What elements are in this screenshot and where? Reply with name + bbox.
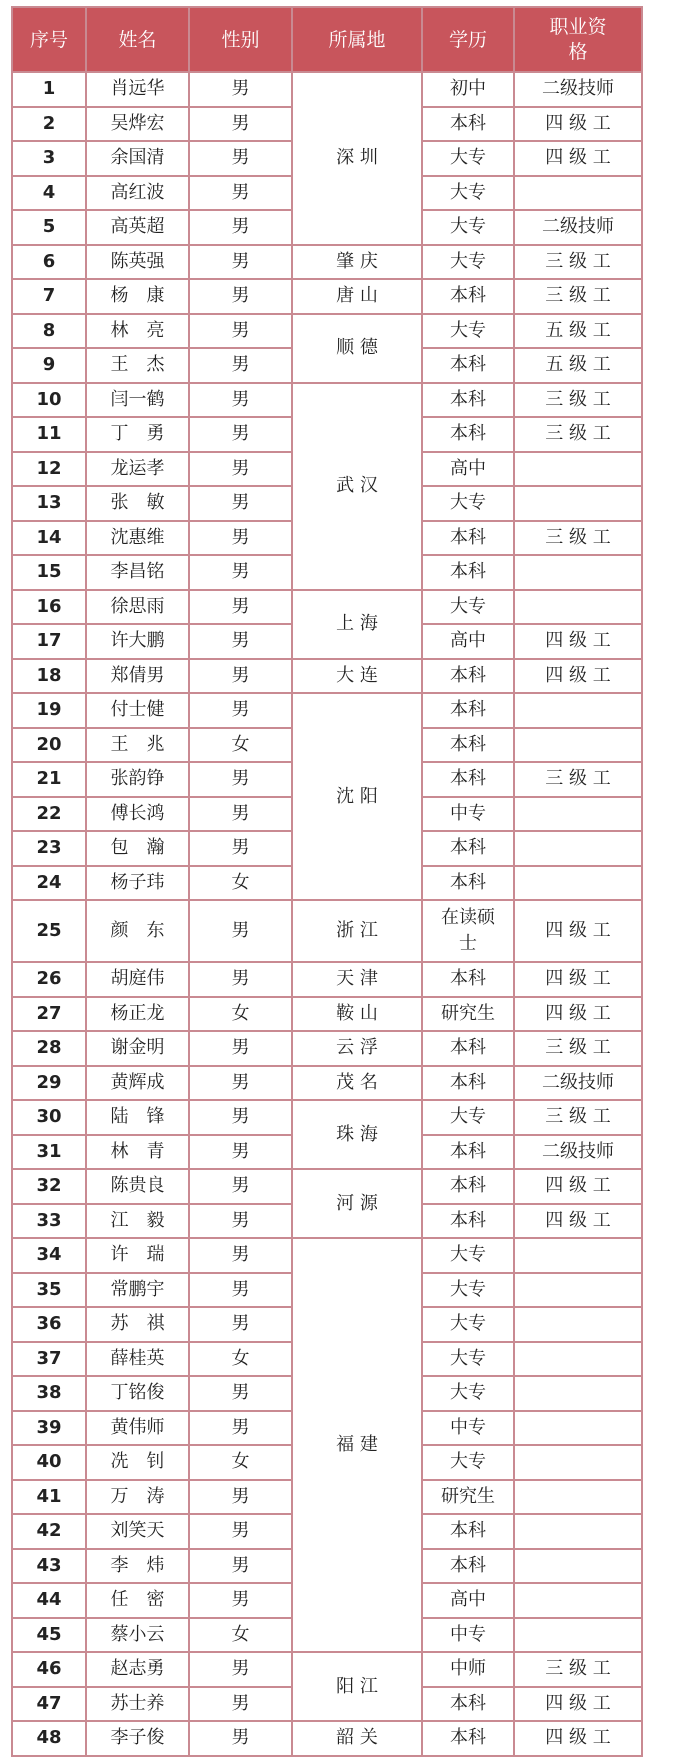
- cell-no: 22: [12, 797, 86, 832]
- cell-education: 中专: [422, 1411, 514, 1446]
- cell-education: 本科: [422, 762, 514, 797]
- cell-education: 本科: [422, 659, 514, 694]
- cell-education: 本科: [422, 348, 514, 383]
- cell-no: 16: [12, 590, 86, 625]
- table-row: [12, 245, 642, 280]
- cell-gender: 男: [189, 1066, 292, 1101]
- cell-gender: 男: [189, 762, 292, 797]
- cell-qualification: 五 级 工: [514, 348, 642, 383]
- cell-place: 云 浮: [292, 1031, 422, 1066]
- cell-education-text: 在读硕士: [441, 907, 495, 954]
- cell-qualification: 三 级 工: [514, 279, 642, 314]
- table-row: [12, 314, 642, 349]
- cell-no: 6: [12, 245, 86, 280]
- cell-gender: 男: [189, 624, 292, 659]
- cell-qualification: 四 级 工: [514, 141, 642, 176]
- cell-no: 4: [12, 176, 86, 211]
- cell-place: 鞍 山: [292, 997, 422, 1032]
- table-body: [12, 72, 642, 1756]
- cell-qualification: [514, 1618, 642, 1653]
- cell-education: 大专: [422, 1238, 514, 1273]
- cell-qualification: 四 级 工: [514, 1687, 642, 1722]
- cell-gender: 男: [189, 831, 292, 866]
- cell-gender: 男: [189, 1652, 292, 1687]
- cell-place: 肇 庆: [292, 245, 422, 280]
- table-row: [12, 279, 642, 314]
- cell-no: 38: [12, 1376, 86, 1411]
- table-row: [12, 962, 642, 997]
- cell-no: 1: [12, 72, 86, 107]
- cell-no: 2: [12, 107, 86, 142]
- header-no: 序号: [12, 7, 86, 72]
- cell-education: 大专: [422, 1307, 514, 1342]
- cell-place: 天 津: [292, 962, 422, 997]
- cell-education: 高中: [422, 452, 514, 487]
- cell-education: 本科: [422, 962, 514, 997]
- table-row: [12, 1721, 642, 1756]
- cell-name: 余国清: [86, 141, 189, 176]
- cell-gender: 男: [189, 314, 292, 349]
- cell-gender: 男: [189, 1514, 292, 1549]
- cell-qualification: 三 级 工: [514, 762, 642, 797]
- cell-education: 本科: [422, 831, 514, 866]
- cell-no: 42: [12, 1514, 86, 1549]
- cell-no: 17: [12, 624, 86, 659]
- cell-no: 7: [12, 279, 86, 314]
- member-table-container: [11, 6, 643, 1757]
- cell-name: 张 敏: [86, 486, 189, 521]
- cell-education: 大专: [422, 245, 514, 280]
- cell-name: 高红波: [86, 176, 189, 211]
- cell-place: 上 海: [292, 590, 422, 659]
- cell-qualification: [514, 1342, 642, 1377]
- cell-education: 大专: [422, 486, 514, 521]
- cell-place: 珠 海: [292, 1100, 422, 1169]
- cell-gender: 男: [189, 962, 292, 997]
- cell-education: 大专: [422, 314, 514, 349]
- cell-education: 大专: [422, 141, 514, 176]
- cell-gender: 男: [189, 1135, 292, 1170]
- cell-place: 大 连: [292, 659, 422, 694]
- cell-education: 大专: [422, 1445, 514, 1480]
- cell-gender: 男: [189, 797, 292, 832]
- cell-place: 福 建: [292, 1238, 422, 1652]
- cell-gender: 男: [189, 245, 292, 280]
- cell-gender: 男: [189, 1549, 292, 1584]
- cell-qualification: 三 级 工: [514, 245, 642, 280]
- cell-name: 杨子玮: [86, 866, 189, 901]
- cell-gender: 女: [189, 1618, 292, 1653]
- cell-name: 沈惠维: [86, 521, 189, 556]
- cell-qualification: 四 级 工: [514, 107, 642, 142]
- cell-education: 本科: [422, 1204, 514, 1239]
- cell-gender: 女: [189, 1342, 292, 1377]
- cell-gender: 男: [189, 900, 292, 962]
- cell-education: 中专: [422, 797, 514, 832]
- cell-education: 研究生: [422, 997, 514, 1032]
- cell-gender: 女: [189, 866, 292, 901]
- cell-no: 33: [12, 1204, 86, 1239]
- cell-no: 40: [12, 1445, 86, 1480]
- cell-education: 高中: [422, 1583, 514, 1618]
- cell-no: 48: [12, 1721, 86, 1756]
- table-header-row: [12, 7, 642, 72]
- cell-qualification: 三 级 工: [514, 1031, 642, 1066]
- cell-qualification: [514, 693, 642, 728]
- table-row: [12, 1238, 642, 1273]
- cell-qualification: 四 级 工: [514, 624, 642, 659]
- cell-education: 本科: [422, 1031, 514, 1066]
- cell-qualification: [514, 1445, 642, 1480]
- cell-place: 韶 关: [292, 1721, 422, 1756]
- table-row: [12, 693, 642, 728]
- cell-qualification: [514, 1549, 642, 1584]
- cell-education: 大专: [422, 1273, 514, 1308]
- cell-name: 薛桂英: [86, 1342, 189, 1377]
- cell-education: 本科: [422, 279, 514, 314]
- cell-education: 初中: [422, 72, 514, 107]
- cell-gender: 男: [189, 659, 292, 694]
- table-row: [12, 72, 642, 107]
- cell-gender: 男: [189, 1480, 292, 1515]
- cell-no: 10: [12, 383, 86, 418]
- cell-qualification: [514, 1583, 642, 1618]
- cell-gender: 男: [189, 1411, 292, 1446]
- cell-name: 闫一鹤: [86, 383, 189, 418]
- cell-name: 许 瑞: [86, 1238, 189, 1273]
- cell-no: 9: [12, 348, 86, 383]
- cell-name: 冼 钊: [86, 1445, 189, 1480]
- cell-qualification: 四 级 工: [514, 997, 642, 1032]
- cell-name: 李 炜: [86, 1549, 189, 1584]
- cell-no: 24: [12, 866, 86, 901]
- cell-education: [422, 900, 514, 962]
- cell-name: 蔡小云: [86, 1618, 189, 1653]
- cell-name: 黄辉成: [86, 1066, 189, 1101]
- table-row: [12, 383, 642, 418]
- cell-education: 本科: [422, 1135, 514, 1170]
- cell-qualification: 四 级 工: [514, 962, 642, 997]
- cell-name: 李子俊: [86, 1721, 189, 1756]
- cell-qualification: [514, 1238, 642, 1273]
- cell-name: 付士健: [86, 693, 189, 728]
- member-table: [11, 6, 643, 1757]
- cell-gender: 男: [189, 1307, 292, 1342]
- cell-education: 本科: [422, 728, 514, 763]
- cell-no: 37: [12, 1342, 86, 1377]
- cell-no: 13: [12, 486, 86, 521]
- cell-name: 李昌铭: [86, 555, 189, 590]
- cell-name: 万 涛: [86, 1480, 189, 1515]
- cell-name: 林 亮: [86, 314, 189, 349]
- cell-qualification: 四 级 工: [514, 1721, 642, 1756]
- cell-education: 本科: [422, 555, 514, 590]
- cell-no: 21: [12, 762, 86, 797]
- cell-name: 丁铭俊: [86, 1376, 189, 1411]
- cell-gender: 男: [189, 452, 292, 487]
- cell-qualification: [514, 797, 642, 832]
- table-row: [12, 997, 642, 1032]
- cell-gender: 男: [189, 279, 292, 314]
- cell-education: 大专: [422, 176, 514, 211]
- cell-no: 32: [12, 1169, 86, 1204]
- cell-place: 唐 山: [292, 279, 422, 314]
- cell-qualification: 三 级 工: [514, 417, 642, 452]
- cell-name: 龙运孝: [86, 452, 189, 487]
- cell-name: 王 兆: [86, 728, 189, 763]
- cell-qualification: [514, 1480, 642, 1515]
- cell-no: 41: [12, 1480, 86, 1515]
- cell-qualification: [514, 452, 642, 487]
- cell-no: 47: [12, 1687, 86, 1722]
- cell-no: 20: [12, 728, 86, 763]
- cell-name: 谢金明: [86, 1031, 189, 1066]
- cell-gender: 男: [189, 555, 292, 590]
- header-qualification-label: 职业资格: [549, 15, 607, 63]
- cell-name: 陆 锋: [86, 1100, 189, 1135]
- cell-name: 丁 勇: [86, 417, 189, 452]
- cell-gender: 男: [189, 1031, 292, 1066]
- cell-gender: 男: [189, 417, 292, 452]
- cell-no: 18: [12, 659, 86, 694]
- header-name: 姓名: [86, 7, 189, 72]
- cell-name: 傅长鸿: [86, 797, 189, 832]
- cell-place: 浙 江: [292, 900, 422, 962]
- cell-name: 徐思雨: [86, 590, 189, 625]
- cell-education: 本科: [422, 107, 514, 142]
- cell-education: 中专: [422, 1618, 514, 1653]
- cell-gender: 男: [189, 1238, 292, 1273]
- cell-education: 本科: [422, 693, 514, 728]
- cell-no: 39: [12, 1411, 86, 1446]
- cell-name: 赵志勇: [86, 1652, 189, 1687]
- cell-gender: 男: [189, 521, 292, 556]
- cell-name: 林 青: [86, 1135, 189, 1170]
- cell-education: 本科: [422, 521, 514, 556]
- cell-education: 本科: [422, 1169, 514, 1204]
- cell-qualification: [514, 1307, 642, 1342]
- cell-gender: 男: [189, 590, 292, 625]
- cell-qualification: [514, 555, 642, 590]
- cell-qualification: [514, 1411, 642, 1446]
- cell-no: 8: [12, 314, 86, 349]
- cell-qualification: 四 级 工: [514, 900, 642, 962]
- cell-no: 44: [12, 1583, 86, 1618]
- cell-no: 43: [12, 1549, 86, 1584]
- header-education: 学历: [422, 7, 514, 72]
- cell-qualification: [514, 176, 642, 211]
- cell-name: 陈英强: [86, 245, 189, 280]
- cell-gender: 男: [189, 1204, 292, 1239]
- cell-qualification: 二级技师: [514, 72, 642, 107]
- cell-gender: 男: [189, 1376, 292, 1411]
- cell-qualification: [514, 590, 642, 625]
- cell-name: 杨 康: [86, 279, 189, 314]
- cell-qualification: [514, 486, 642, 521]
- cell-name: 刘笑天: [86, 1514, 189, 1549]
- cell-no: 12: [12, 452, 86, 487]
- cell-education: 本科: [422, 1066, 514, 1101]
- table-row: [12, 1652, 642, 1687]
- cell-no: 46: [12, 1652, 86, 1687]
- cell-place: 深 圳: [292, 72, 422, 245]
- cell-qualification: 二级技师: [514, 1066, 642, 1101]
- cell-qualification: 四 级 工: [514, 1169, 642, 1204]
- cell-gender: 男: [189, 1169, 292, 1204]
- cell-gender: 男: [189, 1583, 292, 1618]
- cell-gender: 男: [189, 1100, 292, 1135]
- cell-no: 30: [12, 1100, 86, 1135]
- cell-name: 肖远华: [86, 72, 189, 107]
- cell-no: 31: [12, 1135, 86, 1170]
- cell-gender: 男: [189, 383, 292, 418]
- cell-name: 杨正龙: [86, 997, 189, 1032]
- cell-education: 本科: [422, 383, 514, 418]
- cell-no: 14: [12, 521, 86, 556]
- cell-qualification: 三 级 工: [514, 1100, 642, 1135]
- table-row: [12, 900, 642, 962]
- cell-education: 大专: [422, 1342, 514, 1377]
- cell-name: 苏士养: [86, 1687, 189, 1722]
- cell-education: 本科: [422, 1721, 514, 1756]
- cell-education: 本科: [422, 1687, 514, 1722]
- cell-name: 吴烨宏: [86, 107, 189, 142]
- header-gender: 性别: [189, 7, 292, 72]
- cell-place: 茂 名: [292, 1066, 422, 1101]
- cell-qualification: 三 级 工: [514, 521, 642, 556]
- cell-gender: 男: [189, 1687, 292, 1722]
- cell-place: 阳 江: [292, 1652, 422, 1721]
- cell-education: 中师: [422, 1652, 514, 1687]
- cell-no: 3: [12, 141, 86, 176]
- cell-gender: 男: [189, 141, 292, 176]
- cell-education: 大专: [422, 590, 514, 625]
- cell-no: 29: [12, 1066, 86, 1101]
- cell-qualification: [514, 1514, 642, 1549]
- cell-gender: 女: [189, 997, 292, 1032]
- cell-gender: 男: [189, 210, 292, 245]
- header-place: 所属地: [292, 7, 422, 72]
- cell-education: 大专: [422, 1100, 514, 1135]
- table-row: [12, 659, 642, 694]
- cell-education: 高中: [422, 624, 514, 659]
- header-qualification: [514, 7, 642, 72]
- cell-name: 包 瀚: [86, 831, 189, 866]
- cell-education: 本科: [422, 1549, 514, 1584]
- cell-education: 本科: [422, 1514, 514, 1549]
- cell-gender: 女: [189, 728, 292, 763]
- cell-name: 胡庭伟: [86, 962, 189, 997]
- cell-name: 张韵铮: [86, 762, 189, 797]
- cell-gender: 男: [189, 693, 292, 728]
- cell-gender: 男: [189, 1721, 292, 1756]
- cell-education: 大专: [422, 1376, 514, 1411]
- cell-qualification: 二级技师: [514, 210, 642, 245]
- cell-no: 23: [12, 831, 86, 866]
- cell-qualification: [514, 831, 642, 866]
- cell-place: 顺 德: [292, 314, 422, 383]
- table-row: [12, 1100, 642, 1135]
- cell-no: 27: [12, 997, 86, 1032]
- cell-no: 45: [12, 1618, 86, 1653]
- cell-name: 颜 东: [86, 900, 189, 962]
- cell-qualification: [514, 1376, 642, 1411]
- table-row: [12, 1066, 642, 1101]
- cell-education: 本科: [422, 417, 514, 452]
- cell-gender: 男: [189, 486, 292, 521]
- cell-place: 沈 阳: [292, 693, 422, 900]
- cell-no: 36: [12, 1307, 86, 1342]
- cell-education: 本科: [422, 866, 514, 901]
- cell-qualification: 三 级 工: [514, 1652, 642, 1687]
- cell-qualification: 四 级 工: [514, 659, 642, 694]
- cell-gender: 男: [189, 107, 292, 142]
- cell-name: 黄伟师: [86, 1411, 189, 1446]
- cell-education: 大专: [422, 210, 514, 245]
- cell-place: 河 源: [292, 1169, 422, 1238]
- cell-gender: 女: [189, 1445, 292, 1480]
- cell-no: 34: [12, 1238, 86, 1273]
- table-row: [12, 1031, 642, 1066]
- cell-name: 江 毅: [86, 1204, 189, 1239]
- cell-gender: 男: [189, 176, 292, 211]
- table-row: [12, 590, 642, 625]
- cell-no: 35: [12, 1273, 86, 1308]
- cell-name: 苏 祺: [86, 1307, 189, 1342]
- cell-name: 常鹏宇: [86, 1273, 189, 1308]
- cell-education: 研究生: [422, 1480, 514, 1515]
- cell-qualification: 四 级 工: [514, 1204, 642, 1239]
- cell-gender: 男: [189, 1273, 292, 1308]
- cell-qualification: [514, 866, 642, 901]
- cell-gender: 男: [189, 348, 292, 383]
- cell-place: 武 汉: [292, 383, 422, 590]
- table-row: [12, 1169, 642, 1204]
- cell-gender: 男: [189, 72, 292, 107]
- cell-qualification: [514, 1273, 642, 1308]
- cell-no: 15: [12, 555, 86, 590]
- cell-name: 郑倩男: [86, 659, 189, 694]
- cell-no: 26: [12, 962, 86, 997]
- cell-no: 19: [12, 693, 86, 728]
- cell-name: 许大鹏: [86, 624, 189, 659]
- cell-no: 5: [12, 210, 86, 245]
- cell-qualification: 五 级 工: [514, 314, 642, 349]
- cell-qualification: 二级技师: [514, 1135, 642, 1170]
- cell-no: 28: [12, 1031, 86, 1066]
- cell-name: 高英超: [86, 210, 189, 245]
- cell-qualification: [514, 728, 642, 763]
- cell-no: 25: [12, 900, 86, 962]
- cell-name: 任 密: [86, 1583, 189, 1618]
- cell-name: 陈贵良: [86, 1169, 189, 1204]
- cell-no: 11: [12, 417, 86, 452]
- cell-qualification: 三 级 工: [514, 383, 642, 418]
- cell-name: 王 杰: [86, 348, 189, 383]
